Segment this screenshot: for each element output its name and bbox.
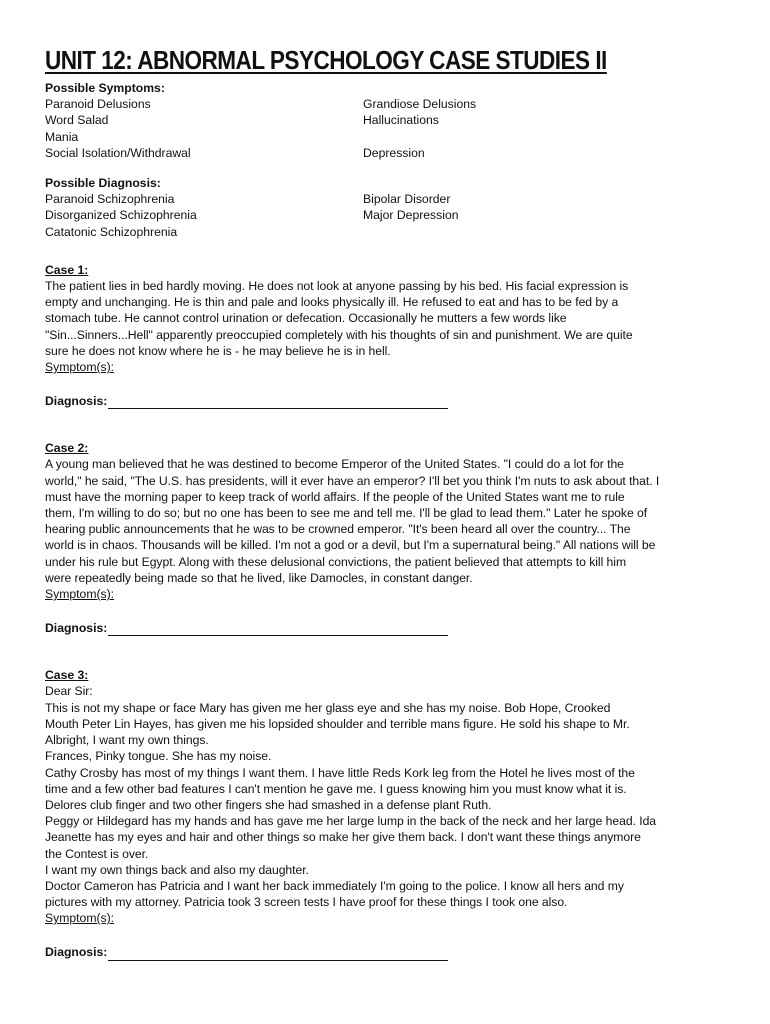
- case-1-diagnosis: [45, 391, 735, 409]
- symptom-item: Mania: [45, 129, 79, 144]
- diagnoses-list: [45, 191, 735, 240]
- case-2: [45, 440, 735, 636]
- symptoms-heading: Possible Symptoms:: [45, 81, 165, 95]
- symptom-item: Paranoid Delusions: [45, 97, 151, 112]
- diagnosis-item: [363, 224, 723, 240]
- case-3-title: Case 3:: [45, 668, 89, 683]
- symptoms-section: [45, 80, 735, 161]
- case-1-line: empty and unchanging. He is thin and pale and looks physically ill. He refused to eat and has to be fed by a: [45, 295, 619, 310]
- case-3: [45, 667, 735, 960]
- case-1-line: "Sin...Sinners...Hell" apparently preoccupied completely with his thoughts of sin and punishment. We are quite: [45, 327, 633, 342]
- case-3-diagnosis-label: Diagnosis:: [45, 945, 108, 960]
- case-2-line: A young man believed that he was destined to become Emperor of the United States. "I could do a lot for the: [45, 457, 624, 472]
- case-2-line: world," he said, "The U.S. has presidents, will it ever have an emperor? I'll bet you think I'm nuts to ask about that. I: [45, 473, 660, 488]
- case-1-line: sure he does not know where he is - he may believe he is in hell.: [45, 343, 391, 358]
- case-3-line: Doctor Cameron has Patricia and I want her back immediately I'm going to the police. I know all hers and my: [45, 878, 624, 893]
- case-3-diagnosis-blank[interactable]: [108, 947, 448, 961]
- case-2-line: them, I'm willing to do so; but no one has been to see me and tell me. I'll be glad to lead them." Later he spoke of: [45, 506, 648, 521]
- symptoms-list: [45, 96, 735, 161]
- case-1: [45, 262, 735, 409]
- case-3-line: Delores club finger and two other fingers she had smashed in a defense plant Ruth.: [45, 797, 492, 812]
- symptom-item: Depression: [363, 145, 425, 160]
- symptom-item: Grandiose Delusions: [363, 97, 477, 112]
- symptom-item: Social Isolation/Withdrawal: [45, 145, 191, 160]
- diagnoses-right-column: [363, 191, 723, 240]
- case-2-line: world is in chaos. Thousands will be killed. I'm not a god or a devil, but I'm a supernatural being." All nations will be: [45, 538, 656, 553]
- diagnosis-item: Major Depression: [363, 208, 459, 223]
- diagnoses-section: [45, 175, 735, 240]
- diagnosis-item: Paranoid Schizophrenia: [45, 192, 175, 207]
- case-2-line: hearing public announcements that he was to be crowned emperor. "It's been heard all over the country... The: [45, 522, 631, 537]
- case-1-diagnosis-blank[interactable]: [108, 395, 448, 409]
- worksheet-page: [45, 44, 735, 961]
- case-3-line: Peggy or Hildegard has my hands and has gave me her large lump in the back of the neck and her large head. Ida: [45, 814, 657, 829]
- case-2-diagnosis-label: Diagnosis:: [45, 621, 108, 636]
- symptom-item: [363, 129, 723, 145]
- case-2-line: were repeatedly being made so that he lived, like Damocles, in constant danger.: [45, 570, 473, 585]
- case-2-diagnosis: [45, 618, 735, 636]
- case-3-line: Mouth Peter Lin Hayes, has given me his lopsided shoulder and terrible mans figure. He sold his shape to Mr.: [45, 716, 630, 731]
- page-title: UNIT 12: ABNORMAL PSYCHOLOGY CASE STUDIES II: [45, 47, 607, 75]
- case-2-diagnosis-blank[interactable]: [108, 622, 448, 636]
- case-2-title: Case 2:: [45, 441, 89, 456]
- case-3-line: This is not my shape or face Mary has given me her glass eye and she has my noise. Bob Hope, Crooked: [45, 700, 611, 715]
- diagnosis-item: Disorganized Schizophrenia: [45, 208, 197, 223]
- symptom-item: Hallucinations: [363, 113, 439, 128]
- case-3-line: Cathy Crosby has most of my things I want them. I have little Reds Kork leg from the Hotel he lives most of the: [45, 765, 635, 780]
- case-1-title: Case 1:: [45, 262, 89, 277]
- case-1-symptoms-label: Symptom(s):: [45, 360, 115, 375]
- case-1-line: stomach tube. He cannot control urination or defecation. Occasionally he mutters a few words like: [45, 311, 567, 326]
- case-3-line: Frances, Pinky tongue. She has my noise.: [45, 749, 272, 764]
- diagnosis-item: Catatonic Schizophrenia: [45, 224, 178, 239]
- case-2-line: under his rule but Egypt. Along with these delusional convictions, the patient believed that attempts to kill him: [45, 554, 627, 569]
- case-3-line: time and a few other bad features I can't mention he gave me. I guess knowing him you must know what it is.: [45, 781, 627, 796]
- case-2-symptoms-label: Symptom(s):: [45, 587, 115, 602]
- case-1-diagnosis-label: Diagnosis:: [45, 394, 108, 409]
- case-3-line: Dear Sir:: [45, 684, 93, 699]
- diagnoses-heading: Possible Diagnosis:: [45, 176, 161, 191]
- symptoms-left-column: [45, 96, 363, 161]
- case-3-diagnosis: [45, 943, 735, 961]
- case-1-line: The patient lies in bed hardly moving. He does not look at anyone passing by his bed. His facial expression is: [45, 279, 629, 294]
- diagnoses-left-column: [45, 191, 363, 240]
- symptoms-right-column: [363, 96, 723, 161]
- case-3-line: I want my own things back and also my daughter.: [45, 862, 309, 877]
- case-3-line: pictures with my attorney. Patricia took 3 screen tests I have proof for these things I took one also.: [45, 895, 568, 910]
- case-3-line: the Contest is over.: [45, 846, 149, 861]
- case-2-line: must have the morning paper to keep track of world affairs. If the people of the United States want me to rule: [45, 489, 625, 504]
- symptom-item: Word Salad: [45, 113, 109, 128]
- diagnosis-item: Bipolar Disorder: [363, 192, 451, 207]
- case-3-symptoms-label: Symptom(s):: [45, 911, 115, 926]
- case-3-line: Jeanette has my eyes and hair and other things so make her give them back. I don't want these things anymore: [45, 830, 641, 845]
- case-3-line: Albright, I want my own things.: [45, 733, 209, 748]
